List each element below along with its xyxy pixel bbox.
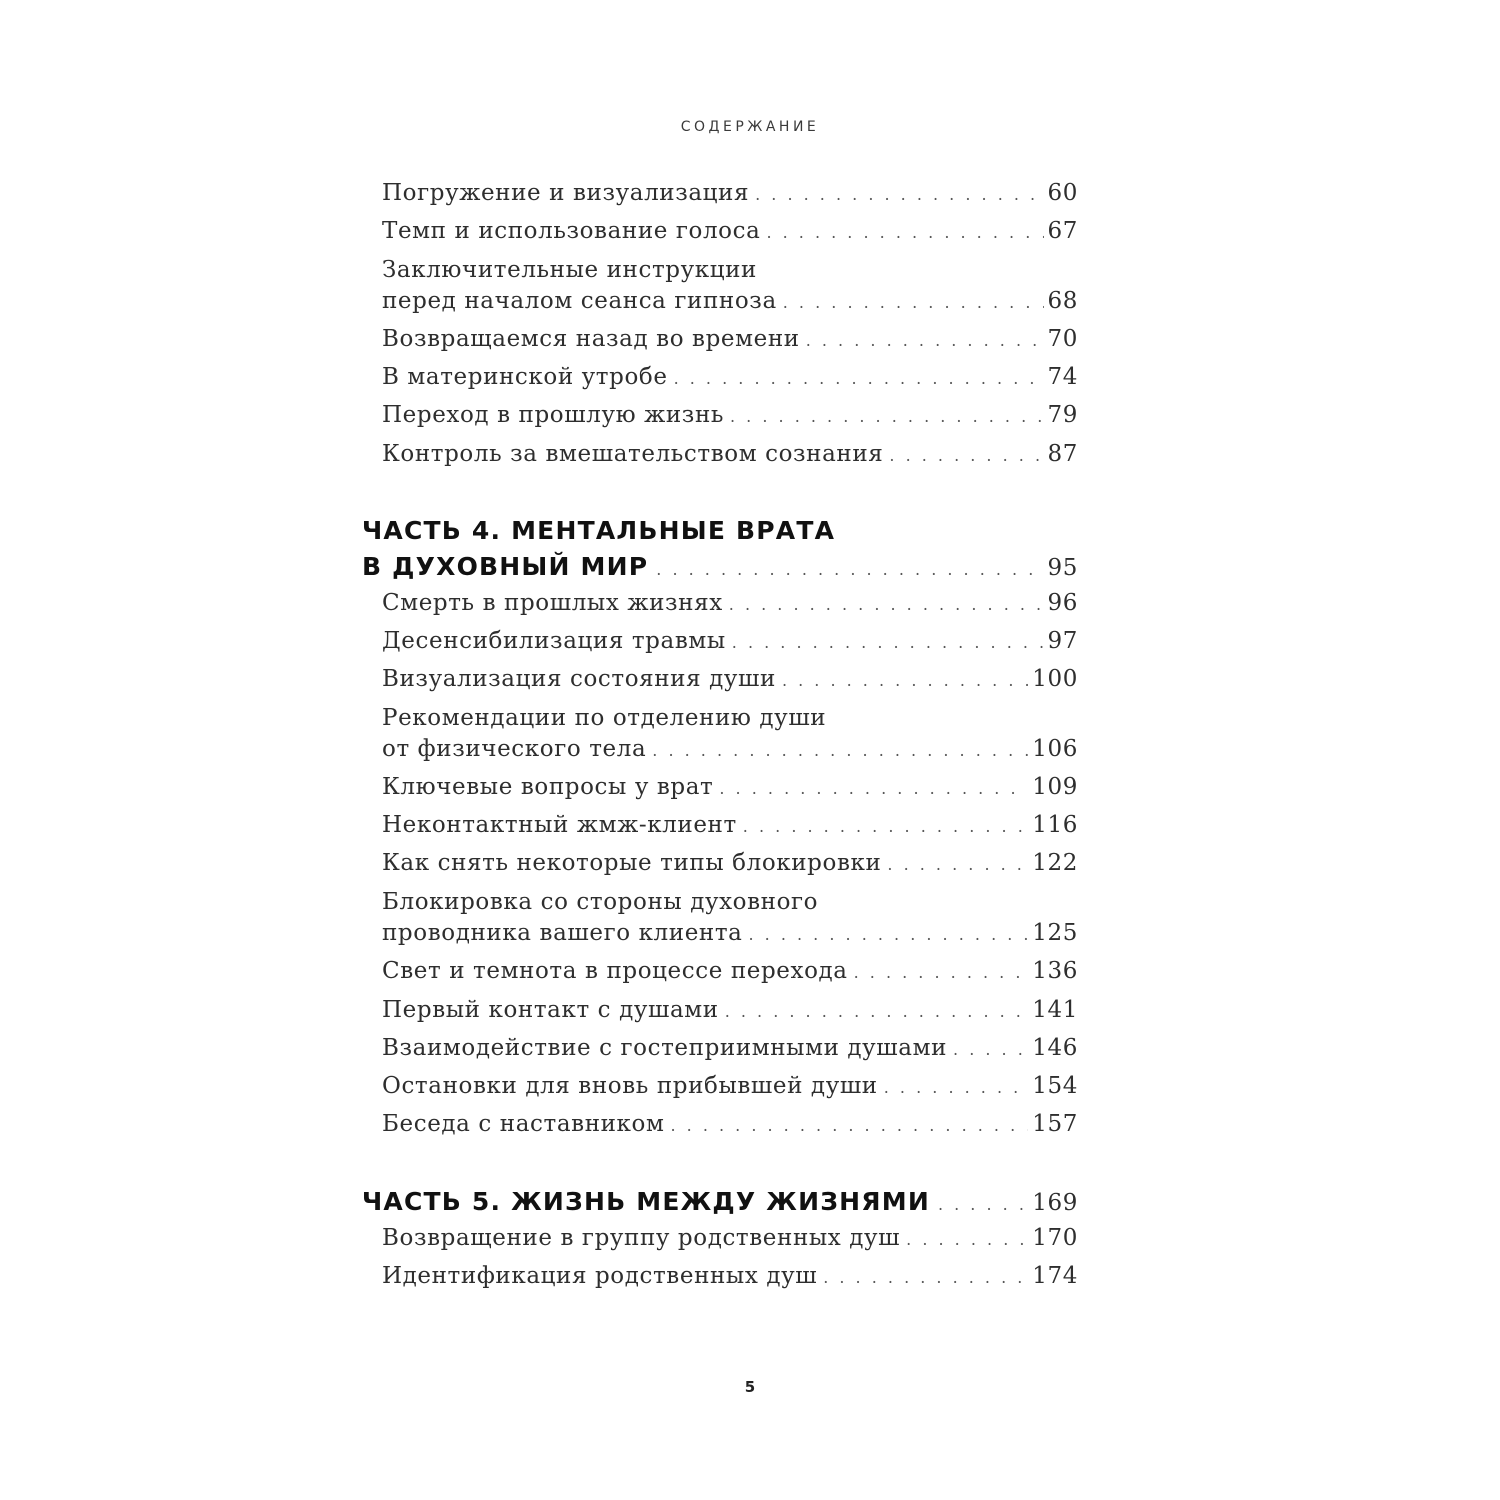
toc-entry-title: В материнской утробе (382, 364, 668, 390)
toc-entry-page: 109 (1032, 774, 1078, 800)
toc-entry (382, 362, 1078, 394)
dot-leader (730, 402, 1044, 432)
toc-entry (382, 257, 1078, 318)
dot-leader (906, 1225, 1028, 1255)
toc-entry (382, 664, 1078, 696)
toc-entry-title: Визуализация состояния души (382, 666, 776, 692)
page-number: 5 (744, 1378, 756, 1396)
dot-leader (806, 326, 1044, 356)
part-heading-title: ЧАСТЬ 5. ЖИЗНЬ МЕЖДУ ЖИЗНЯМИ (362, 1187, 930, 1216)
toc-entry (382, 848, 1078, 880)
dot-leader (783, 288, 1044, 318)
part-heading-page: 169 (1032, 1190, 1078, 1216)
dot-leader (755, 180, 1043, 210)
toc-entry-page: 79 (1047, 402, 1078, 428)
toc-entry (382, 1261, 1078, 1293)
toc-entry-page: 60 (1047, 180, 1078, 206)
toc-entry-title: Темп и использование голоса (382, 218, 761, 244)
toc-entry-page: 106 (1032, 736, 1078, 762)
toc-entry-title: Беседа с наставником (382, 1111, 665, 1137)
toc-entry-title: Остановки для вновь прибывшей души (382, 1073, 878, 1099)
toc-entry-title: Как снять некоторые типы блокировки (382, 850, 882, 876)
toc-entry-title: Смерть в прошлых жизнях (382, 590, 723, 616)
toc-entry-page: 68 (1047, 288, 1078, 314)
dot-leader (719, 774, 1028, 804)
dot-leader (748, 920, 1028, 950)
dot-leader (652, 736, 1028, 766)
toc-entry (382, 626, 1078, 658)
part-heading-page: 95 (1047, 555, 1078, 581)
dot-leader (782, 666, 1028, 696)
toc-entry-page: 125 (1032, 920, 1078, 946)
running-head: СОДЕРЖАНИЕ (680, 119, 820, 135)
toc-entry (382, 216, 1078, 248)
dot-leader (887, 850, 1028, 880)
toc-entry (382, 1071, 1078, 1103)
dot-leader (743, 812, 1029, 842)
toc-entry-title: перед началом сеанса гипноза (382, 288, 777, 314)
part-heading (362, 1187, 1078, 1216)
toc-entry-page: 154 (1032, 1073, 1078, 1099)
toc-entry (382, 1223, 1078, 1255)
toc-entry (382, 1033, 1078, 1065)
toc-entry (382, 324, 1078, 356)
toc-entry-title: Идентификация родственных душ (382, 1263, 818, 1289)
toc-entry (382, 889, 1078, 950)
toc-entry (382, 772, 1078, 804)
toc-entry (382, 400, 1078, 432)
toc-entry-page: 157 (1032, 1111, 1078, 1137)
toc-entry-page: 174 (1032, 1263, 1078, 1289)
toc-entry-title: от физического тела (382, 736, 647, 762)
toc-entry (382, 439, 1078, 471)
dot-leader (732, 628, 1044, 658)
toc-entry-page: 136 (1032, 958, 1078, 984)
dot-leader (729, 590, 1044, 620)
dot-leader (938, 1195, 1028, 1214)
toc-entry-page: 87 (1047, 441, 1078, 467)
toc-entry-page: 141 (1032, 997, 1078, 1023)
toc-entry-title-line1: Заключительные инструкции (382, 257, 757, 283)
toc-entry-title: Возвращаемся назад во времени (382, 326, 800, 352)
toc-entry (382, 705, 1078, 766)
toc-entry (382, 178, 1078, 210)
dot-leader (674, 364, 1044, 394)
toc-entry-title: Ключевые вопросы у врат (382, 774, 714, 800)
toc-entry (382, 995, 1078, 1027)
toc-entry (382, 588, 1078, 620)
toc-entry-title: Первый контакт с душами (382, 997, 719, 1023)
toc-entry-page: 74 (1047, 364, 1078, 390)
toc-entry-title: Взаимодействие с гостеприимными душами (382, 1035, 948, 1061)
toc-entry-title: Свет и темнота в процессе перехода (382, 958, 848, 984)
dot-leader (670, 1111, 1028, 1141)
dot-leader (889, 441, 1043, 471)
toc-entry-page: 97 (1047, 628, 1078, 654)
dot-leader (725, 997, 1029, 1027)
toc-entry-page: 116 (1032, 812, 1078, 838)
part-heading-title: В ДУХОВНЫЙ МИР (362, 552, 649, 581)
toc-entry-title: Погружение и визуализация (382, 180, 750, 206)
part-heading-line1: ЧАСТЬ 4. МЕНТАЛЬНЫЕ ВРАТА (362, 516, 836, 545)
toc-entry (382, 956, 1078, 988)
toc-entry-title: Контроль за вмешательством сознания (382, 441, 884, 467)
dot-leader (766, 218, 1043, 248)
toc-entry-page: 100 (1032, 666, 1078, 692)
toc-entry-page: 122 (1032, 850, 1078, 876)
toc-entry-page: 146 (1032, 1035, 1078, 1061)
toc-entry-title: Десенсибилизация травмы (382, 628, 726, 654)
dot-leader (953, 1035, 1028, 1065)
toc-entry-title: Переход в прошлую жизнь (382, 402, 724, 428)
toc-entry-page: 70 (1047, 326, 1078, 352)
toc-entry-title-line1: Блокировка со стороны духовного (382, 889, 819, 915)
toc-entry-title: проводника вашего клиента (382, 920, 743, 946)
toc-entry-title: Неконтактный жмж-клиент (382, 812, 737, 838)
dot-leader (823, 1263, 1028, 1293)
toc-entry-page: 67 (1047, 218, 1078, 244)
toc-entry-page: 96 (1047, 590, 1078, 616)
toc-entry-title-line1: Рекомендации по отделению души (382, 705, 827, 731)
toc-entry-page: 170 (1032, 1225, 1078, 1251)
toc-entry-title: Возвращение в группу родственных душ (382, 1225, 901, 1251)
part-heading (362, 552, 1078, 581)
toc-entry (382, 1109, 1078, 1141)
dot-leader (884, 1073, 1029, 1103)
dot-leader (854, 958, 1029, 988)
dot-leader (656, 560, 1043, 579)
toc-entry (382, 810, 1078, 842)
